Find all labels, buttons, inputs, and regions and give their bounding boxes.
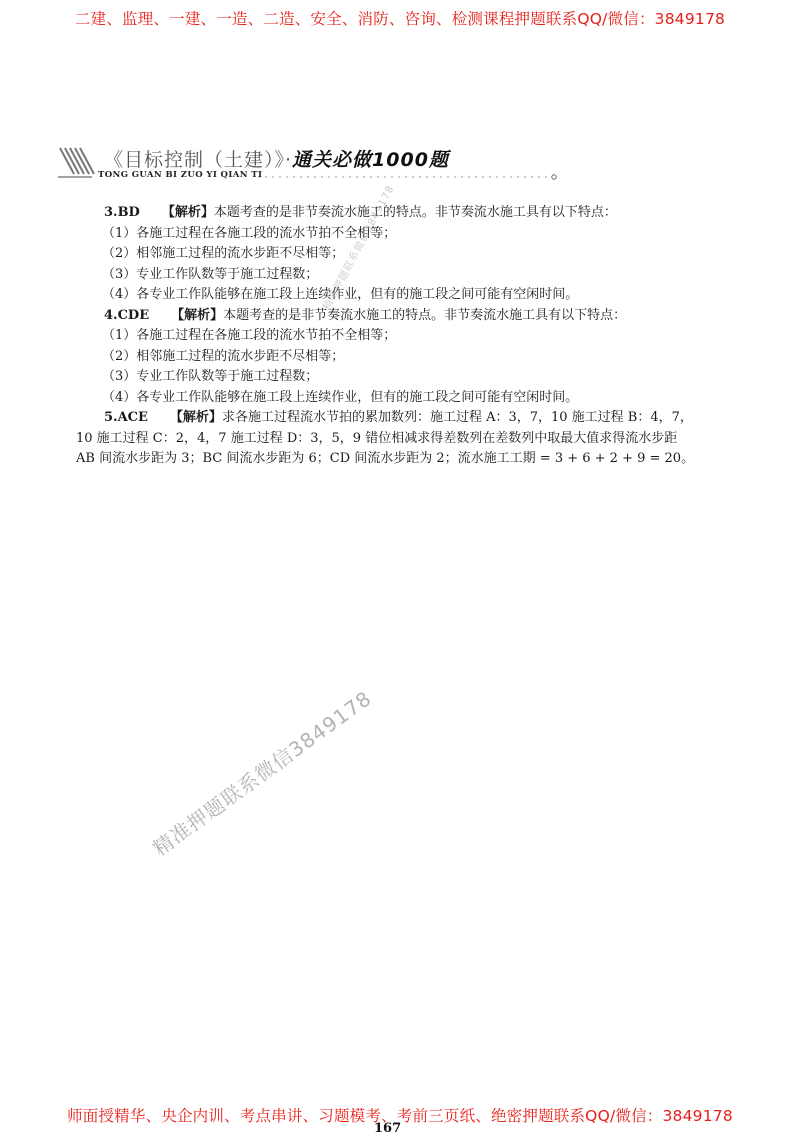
answer-item: （4）各专业工作队能够在施工段上连续作业，但有的施工段之间可能有空闲时间。 — [102, 287, 579, 302]
answer-item: （2）相邻施工过程的流水步距不尽相等； — [102, 348, 345, 364]
page-number: 167 — [374, 1121, 402, 1136]
analysis-tag: 【解析】 — [161, 205, 214, 220]
watermark-small: 精准押题联系微信3849178 — [321, 183, 397, 313]
answer-4-header — [76, 306, 716, 327]
answer-content — [76, 203, 716, 470]
answer-item: （1）各施工过程在各施工段的流水节拍不全相等； — [102, 225, 397, 241]
book-title — [104, 145, 449, 172]
answer-number: 4.CDE — [104, 307, 150, 323]
answer-item: （1）各施工过程在各施工段的流水节拍不全相等； — [102, 328, 397, 343]
analysis-tag: 【解析】 — [169, 410, 222, 425]
top-ad-banner: 二建、监理、一建、一造、二造、安全、消防、咨询、检测课程押题联系QQ/微信：3849178 — [74, 10, 726, 28]
answer-item: （3）专业工作队数等于施工过程数； — [102, 369, 319, 384]
answer-5-header — [76, 408, 716, 429]
answer-continuation: 10 施工过程 C：2，4，7 施工过程 D：3，5，9 错位相减求得差数列在差数列中取最大值求得流水步距 — [76, 430, 678, 446]
book-title-prefix: 《目标控制（土建）》· — [104, 149, 293, 171]
answer-number: 5.ACE — [104, 410, 148, 425]
watermark: 精准押题联系微信3849178 — [148, 686, 377, 861]
book-header — [58, 140, 558, 188]
answer-item: （2）相邻施工过程的流水步距不尽相等； — [102, 246, 345, 261]
answer-number: 3.BD — [104, 205, 140, 220]
answer-3-header — [76, 203, 716, 224]
header-stripes-decoration — [58, 146, 102, 176]
answer-intro: 求各施工过程流水节拍的累加数列：施工过程 A：3，7，10 施工过程 B：4，7， — [221, 410, 693, 425]
answer-item: （3）专业工作队数等于施工过程数； — [102, 266, 319, 282]
answer-intro: 本题考查的是非节奏流水施工的特点。非节奏流水施工具有以下特点： — [223, 307, 627, 323]
answer-item: （4）各专业工作队能够在施工段上连续作业，但有的施工段之间可能有空闲时间。 — [102, 389, 579, 405]
book-title-pinyin: TONG GUAN BI ZUO YI QIAN TI — [98, 170, 263, 180]
analysis-tag: 【解析】 — [171, 307, 224, 323]
answer-intro: 本题考查的是非节奏流水施工的特点。非节奏流水施工具有以下特点： — [213, 205, 617, 220]
answer-continuation: AB 间流水步距为 3；BC 间流水步距为 6；CD 间流水步距为 2；流水施工工期 = 3 + 6 + 2 + 9 = 20。 — [76, 451, 695, 466]
bottom-ad-banner: 师面授精华、央企内训、考点串讲、习题模考、考前三页纸、绝密押题联系QQ/微信：3849178 — [67, 1107, 733, 1125]
book-title-strong: 通关必做1000题 — [292, 149, 449, 171]
